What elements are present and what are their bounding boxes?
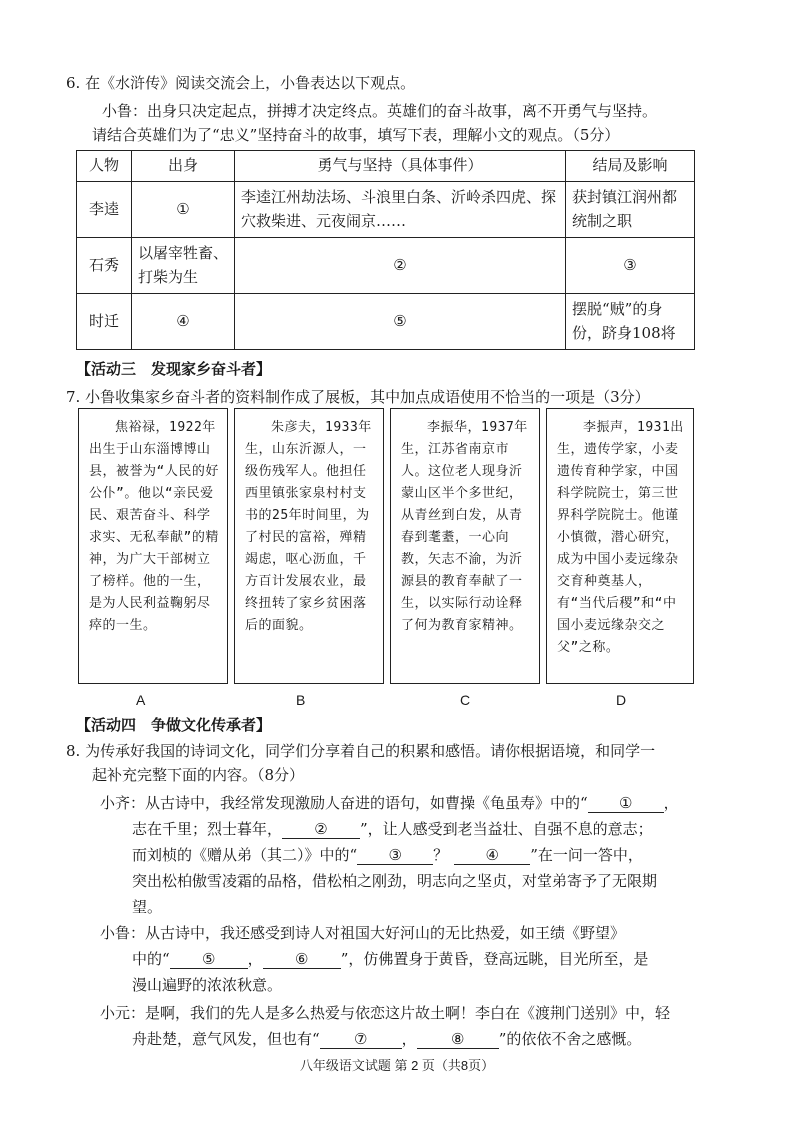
card-label-b: B [296, 692, 306, 708]
blank-3[interactable]: ③ [357, 846, 433, 865]
card-label-a: A [136, 692, 146, 708]
table-row [77, 182, 695, 238]
q6-stem: 6. 在《水浒传》阅读交流会上，小鲁表达以下观点。 [66, 74, 416, 92]
blank-5[interactable]: ⑤ [170, 950, 248, 969]
table-header: 勇气与坚持（具体事件） [235, 151, 566, 182]
dialogue-xl-2: 中的“ ⑤ ， ⑥ ”，仿佛置身于黄昏，登高远眺，目光所至，是 [132, 950, 649, 968]
card-a: 焦裕禄，1922年出生于山东淄博博山县，被誉为“人民的好公仆”。他以“亲民爱民、艰苦奋斗、科学求实、无私奉献”的精神，为广大干部树立了榜样。他的一生，是为人民利益鞠躬尽瘁的一生。 [78, 408, 228, 684]
blank-6[interactable]: ⑥ [263, 950, 341, 969]
card-c: 李振华，1937年生，江苏省南京市人。这位老人现身沂蒙山区半个多世纪，从青丝到白发，从青春到耄耋，一心向教，矢志不渝，为沂源县的教育奉献了一生，以实际行动诠释了何为教育家精神。 [390, 408, 540, 684]
blank-8[interactable]: ⑧ [417, 1030, 499, 1049]
page-footer: 八年级语文试题 第 2 页（共8页） [299, 1058, 495, 1073]
table-header-row [77, 151, 695, 182]
q6-view: 小鲁：出身只决定起点，拼搏才决定终点。英雄们的奋斗故事，离不开勇气与坚持。 [102, 102, 658, 120]
card-b: 朱彦夫，1933年生，山东沂源人，一级伤残军人。他担任西里镇张家泉村村支书的25年时间里，为了村民的富裕，殚精竭虑，呕心沥血，千方百计发展农业，最终扭转了家乡贫困落后的面貌。 [234, 408, 384, 684]
dialogue-xl-3: 漫山遍野的浓浓秋意。 [132, 976, 283, 994]
activity-3-title: 【活动三 发现家乡奋斗者】 [76, 360, 272, 378]
blank-4[interactable]: ④ [454, 846, 530, 865]
table-header: 结局及影响 [566, 151, 695, 182]
q7-stem: 7. 小鲁收集家乡奋斗者的资料制作成了展板，其中加点成语使用不恰当的一项是（3分） [66, 388, 650, 406]
row-name: 时迁 [77, 294, 132, 350]
row-origin: 以屠宰牲畜、打柴为生 [132, 238, 235, 294]
row-result: ③ [566, 238, 695, 294]
row-name: 李逵 [77, 182, 132, 238]
q7-cards [78, 408, 694, 688]
card-d: 李振声，1931出生，遗传学家，小麦遗传育种学家，中国科学院院士，第三世界科学院院士。他谨小慎微，潜心研究，成为中国小麦远缘杂交育种奠基人，有“当代后稷”和“中国小麦远缘杂交之父”之称。 [546, 408, 694, 684]
table-row [77, 238, 695, 294]
dialogue-xq-5: 望。 [132, 898, 163, 916]
dialogue-xq-4: 突出松柏傲雪凌霜的品格，借松柏之刚劲，明志向之坚贞，对堂弟寄予了无限期 [132, 872, 658, 890]
dialogue-xq-3: 而刘桢的《赠从弟（其二）》中的“ ③ ？ ④ ”在一问一答中， [132, 846, 643, 864]
q6-task: 请结合英雄们为了“忠义”坚持奋斗的故事，填写下表，理解小文的观点。（5分） [92, 126, 620, 144]
activity-4-title: 【活动四 争做文化传承者】 [76, 716, 272, 734]
blank-7[interactable]: ⑦ [320, 1030, 402, 1049]
row-origin: ① [132, 182, 235, 238]
row-events: 李逵江州劫法场、斗浪里白条、沂岭杀四虎、探穴救柴进、元夜闹京…… [235, 182, 566, 238]
row-result: 获封镇江润州都统制之职 [566, 182, 695, 238]
row-events: ⑤ [235, 294, 566, 350]
dialogue-xy-2: 舟赴楚，意气风发，但也有“ ⑦ ， ⑧ ”的依依不舍之感慨。 [132, 1030, 642, 1048]
dialogue-xq-1: 小齐：从古诗中，我经常发现激励人奋进的语句，如曹操《龟虽寿》中的“ ① ， [100, 794, 679, 812]
q8-stem-2: 起补充完整下面的内容。（8分） [92, 766, 305, 784]
table-row [77, 294, 695, 350]
row-name: 石秀 [77, 238, 132, 294]
table-header: 人物 [77, 151, 132, 182]
row-events: ② [235, 238, 566, 294]
row-origin: ④ [132, 294, 235, 350]
q6-table [76, 150, 695, 350]
dialogue-xy-1: 小元：是啊，我们的先人是多么热爱与依恋这片故土啊！李白在《渡荆门送别》中，轻 [100, 1004, 671, 1022]
card-label-d: D [616, 692, 627, 708]
blank-2[interactable]: ② [282, 820, 360, 839]
card-label-c: C [460, 692, 471, 708]
dialogue-xq-2: 志在千里；烈士暮年， ② ”，让人感受到老当益壮、自强不息的意志； [132, 820, 653, 838]
blank-1[interactable]: ① [588, 794, 664, 813]
dialogue-xl-1: 小鲁：从古诗中，我还感受到诗人对祖国大好河山的无比热爱，如王绩《野望》 [100, 924, 626, 942]
table-header: 出身 [132, 151, 235, 182]
row-result: 摆脱“贼”的身份，跻身108将 [566, 294, 695, 350]
q8-stem-1: 8. 为传承好我国的诗词文化，同学们分享着自己的积累和感悟。请你根据语境，和同学一 [66, 742, 656, 760]
